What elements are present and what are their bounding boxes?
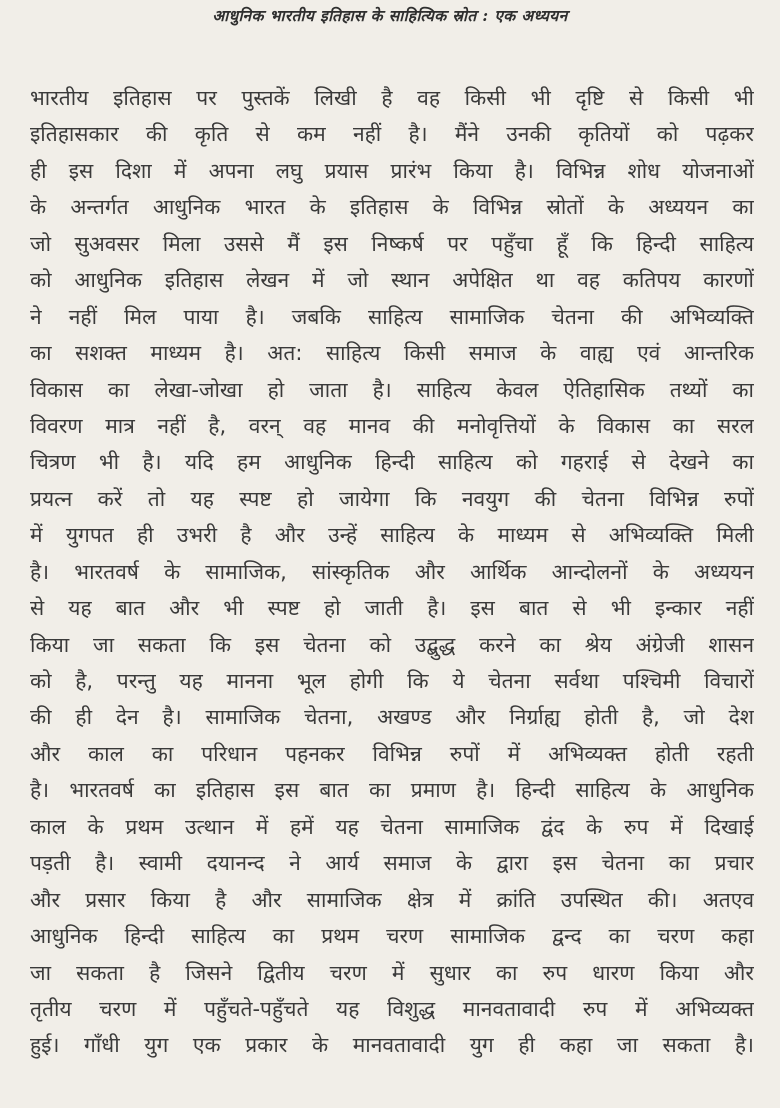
text-line: जो सुअवसर मिला उससे मैं इस निष्कर्ष पर पहुँचा हूँ कि हिन्दी साहित्य	[30, 231, 754, 256]
text-line: जा सकता है जिसने द्वितीय चरण में सुधार का रुप धारण किया और	[30, 960, 754, 985]
text-line: काल के प्रथम उत्थान में हमें यह चेतना सामाजिक द्वंद के रुप में दिखाई	[30, 814, 754, 839]
body-text	[30, 80, 754, 1064]
text-line: के अन्तर्गत आधुनिक भारत के इतिहास के विभिन्न स्रोतों के अध्ययन का	[30, 195, 754, 220]
text-line: और काल का परिधान पहनकर विभिन्न रुपों में अभिव्यक्त होती रहती	[30, 741, 754, 766]
text-line: और प्रसार किया है और सामाजिक क्षेत्र में क्रांति उपस्थित की। अतएव	[30, 887, 754, 912]
text-line: किया जा सकता कि इस चेतना को उद्बुद्ध करने का श्रेय अंग्रेजी शासन	[30, 632, 754, 657]
text-line: तृतीय चरण में पहुँचते-पहुँचते यह विशुद्ध मानवतावादी रुप में अभिव्यक्त	[30, 996, 754, 1021]
text-line: विवरण मात्र नहीं है, वरन् वह मानव की मनोवृत्तियों के विकास का सरल	[30, 413, 754, 438]
text-line: प्रयत्न करें तो यह स्पष्ट हो जायेगा कि नवयुग की चेतना विभिन्न रुपों	[30, 486, 754, 511]
text-line: को आधुनिक इतिहास लेखन में जो स्थान अपेक्षित था वह कतिपय कारणों	[30, 268, 754, 293]
text-line: है। भारतवर्ष का इतिहास इस बात का प्रमाण है। हिन्दी साहित्य के आधुनिक	[30, 778, 754, 803]
text-line: ने नहीं मिल पाया है। जबकि साहित्य सामाजिक चेतना की अभिव्यक्ति	[30, 304, 754, 329]
text-line: विकास का लेखा-जोखा हो जाता है। साहित्य केवल ऐतिहासिक तथ्यों का	[30, 377, 754, 402]
text-line: भारतीय इतिहास पर पुस्तकें लिखी है वह किसी भी दृष्टि से किसी भी	[30, 86, 754, 110]
text-line: ही इस दिशा में अपना लघु प्रयास प्रारंभ किया है। विभिन्न शोध योजनाओं	[30, 158, 754, 183]
text-line: को है, परन्तु यह मानना भूल होगी कि ये चेतना सर्वथा पश्चिमी विचारों	[30, 669, 754, 693]
text-line: पड़ती है। स्वामी दयानन्द ने आर्य समाज के द्वारा इस चेतना का प्रचार	[30, 851, 754, 876]
text-line: हुई। गाँधी युग एक प्रकार के मानवतावादी युग ही कहा जा सकता है।	[30, 1033, 754, 1058]
text-line: है। भारतवर्ष के सामाजिक, सांस्कृतिक और आर्थिक आन्दोलनों के अध्ययन	[30, 559, 754, 584]
text-line: से यह बात और भी स्पष्ट हो जाती है। इस बात से भी इन्कार नहीं	[30, 596, 754, 621]
text-line: आधुनिक हिन्दी साहित्य का प्रथम चरण सामाजिक द्वन्द का चरण कहा	[30, 924, 754, 949]
text-line: इतिहासकार की कृति से कम नहीं है। मैंने उनकी कृतियों को पढ़कर	[30, 122, 754, 147]
text-line: का सशक्त माध्यम है। अत: साहित्य किसी समाज के वाह्य एवं आन्तरिक	[30, 341, 754, 366]
running-header-title: आधुनिक भारतीय इतिहास के साहित्यिक स्रोत : एक अध्ययन	[212, 6, 568, 25]
text-line: में युगपत ही उभरी है और उन्हें साहित्य के माध्यम से अभिव्यक्ति मिली	[30, 523, 754, 548]
text-line: की ही देन है। सामाजिक चेतना, अखण्ड और निर्ग्राह्य होती है, जो देश	[30, 705, 754, 730]
text-line: चित्रण भी है। यदि हम आधुनिक हिन्दी साहित्य को गहराई से देखने का	[30, 450, 754, 475]
